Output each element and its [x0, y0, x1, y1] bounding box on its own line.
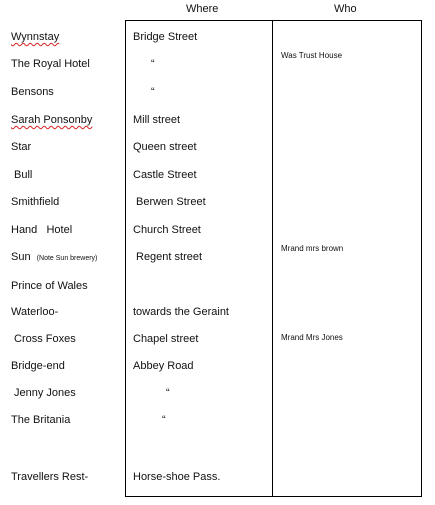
where-column-header: Where	[186, 3, 219, 15]
pub-name	[11, 113, 92, 127]
pub-name: Cross Foxes	[14, 333, 76, 345]
pub-name: Smithfield	[11, 196, 60, 208]
pub-street: “	[151, 58, 155, 70]
pub-street: Bridge Street	[133, 31, 198, 43]
table-row	[0, 386, 435, 402]
pub-name: Bridge-end	[11, 360, 65, 372]
pub-name	[11, 250, 97, 266]
pub-name-text: Sarah Ponsonby	[11, 114, 93, 126]
table-row	[0, 413, 435, 429]
pub-who: Mrand Mrs Jones	[281, 333, 343, 342]
pub-street: “	[166, 387, 170, 399]
pub-name: Travellers Rest-	[11, 471, 89, 483]
pub-note: (Note Sun brewery)	[36, 255, 98, 262]
pub-name: The Royal Hotel	[11, 58, 90, 70]
pub-street: Abbey Road	[133, 360, 194, 372]
pub-street: Queen street	[133, 141, 197, 153]
pub-name: Prince of Wales	[11, 280, 88, 292]
pub-street: Castle Street	[133, 169, 197, 181]
pub-name-text: Sun	[11, 251, 31, 263]
table-row	[0, 305, 435, 321]
table-row	[0, 168, 435, 184]
pub-street: Regent street	[136, 251, 203, 263]
table-row	[0, 113, 435, 129]
pub-name: Hand Hotel	[11, 224, 73, 236]
pub-name: Jenny Jones	[14, 387, 76, 399]
table-row	[0, 332, 435, 348]
pub-name: Bensons	[11, 86, 54, 98]
who-column-header: Who	[334, 3, 357, 15]
table-row	[0, 30, 435, 46]
table-row	[0, 223, 435, 239]
pub-street: towards the Geraint	[133, 306, 229, 318]
table-row	[0, 470, 435, 486]
pub-name: The Britania	[11, 414, 71, 426]
pub-who: Was Trust House	[281, 51, 343, 60]
table-row	[0, 279, 435, 295]
pub-street: Chapel street	[133, 333, 199, 345]
pub-street: “	[151, 86, 155, 98]
pub-street: Berwen Street	[136, 196, 206, 208]
pub-name: Waterloo-	[11, 306, 59, 318]
pub-name: Bull	[14, 169, 33, 181]
pub-street: Church Street	[133, 224, 201, 236]
table-row	[0, 359, 435, 375]
pub-name: Wynnstay	[11, 31, 60, 43]
table-row	[0, 51, 435, 73]
table-row	[0, 244, 435, 266]
pub-street: Mill street	[133, 114, 181, 126]
table-row	[0, 85, 435, 101]
table-row	[0, 195, 435, 211]
table-row	[0, 140, 435, 156]
pub-who: Mrand mrs brown	[281, 244, 344, 253]
pub-street: “	[162, 414, 166, 426]
pub-street: Horse-shoe Pass.	[133, 471, 221, 483]
pub-name: Star	[11, 141, 32, 153]
